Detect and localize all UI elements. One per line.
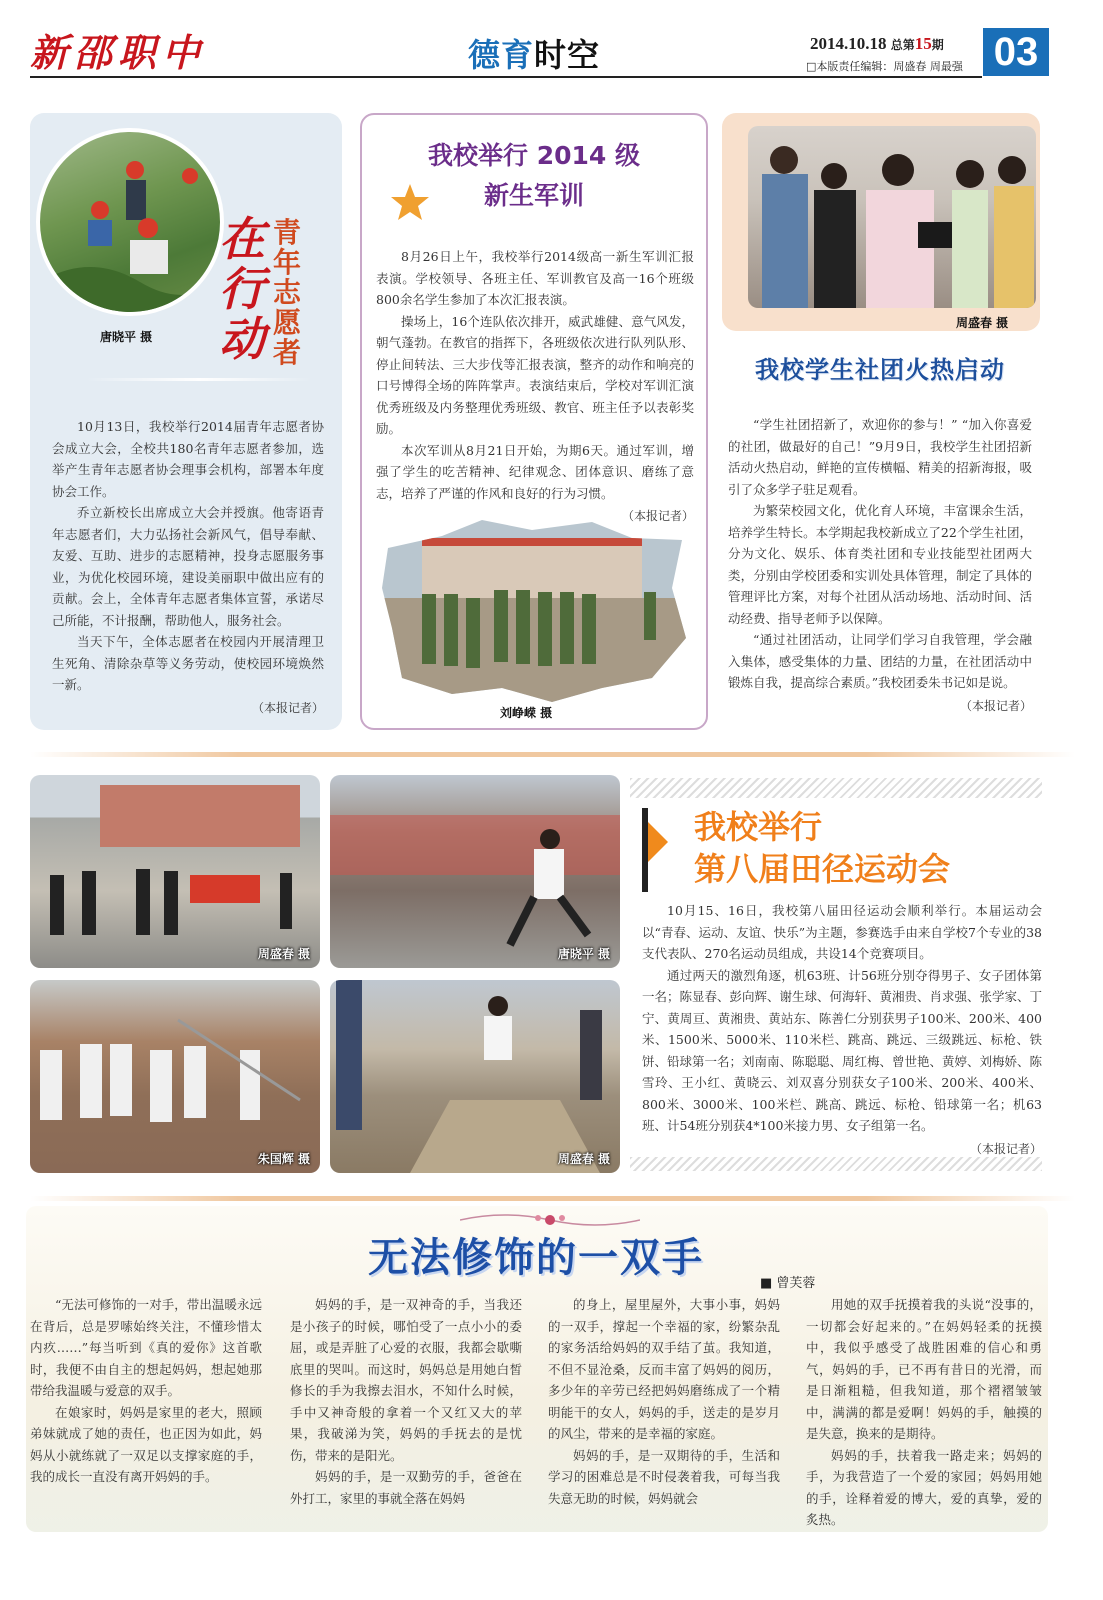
issue-suffix: 期 [931,38,944,52]
star-icon [390,182,430,226]
clubs-photo [748,126,1036,308]
editors: □本版责任编辑：周盛春 周最强 [806,60,963,73]
volunteer-headline-script: 在行动 [219,212,265,366]
sports-photo-caption: 唐晓平 摄 [557,947,610,961]
sports-photo-caption: 周盛春 摄 [557,1152,610,1166]
triangle-icon [648,822,668,866]
essay-paragraph: “无法可修饰的一对手，带出温暖永远在背后，总是罗嗦始终关注，不懂珍惜太内疚……”每当听到《真的爱你》这首歌时，我便不由自主的想起妈妈，想起她那带给我温暖与爱意的双手。 [30,1297,262,1398]
essay-author: ■ 曾芙蓉 [760,1276,816,1291]
volunteer-paragraph: 10月13日，我校举行2014届青年志愿者协会成立大会，全校共180名青年志愿者参加，选举产生青年志愿者协会理事会机构，部署本年度协会工作。 [52,419,324,499]
essay-column [548,1294,780,1526]
military-paragraph: 操场上，16个连队依次排开，威武雄健、意气风发，朝气蓬勃。在教官的指挥下，各班级依次进行队列队形、停止间转法、三大步伐等汇报表演，整齐的动作和响亮的口号博得全场的阵阵掌声。表演结束后，学校对军训汇演优秀班级及内务整理优秀班级、教官、班主任予以表彰奖励。 [376,313,694,436]
sports-hatch-top [630,778,1042,798]
essay-paragraph: 妈妈的手，是一双勤劳的手，爸爸在外打工，家里的事就全落在妈妈 [290,1469,522,1506]
military-paragraph: 8月26日上午，我校举行2014级高一新生军训汇报表演。学校领导、各班主任、军训教官及高一16个班级800余名学生参加了本次汇报表演。 [376,249,694,307]
sports-title-line1: 我校举行 [694,808,823,846]
essay-paragraph: 妈妈的手，是一双神奇的手，当我还是小孩子的时候，哪怕受了一点小小的委屈，或是弄脏了心爱的衣服，我都会歇嘶底里的哭叫。而这时，妈妈总是用她白皙修长的手为我擦去泪水，不知什么时候，手中又神奇般的拿着一个又红又大的苹果，我破涕为笑，妈妈的手抚去的是忧伤，带来的是阳光。 [290,1297,522,1463]
issue-date: 2014.10.18 [810,34,887,53]
volunteer-paragraph: 乔立新校长出席成立大会并授旗。他寄语青年志愿者们，大力弘扬社会新风气，倡导奉献、友爱、互助、进步的志愿精神，投身志愿服务事业，为优化校园环境，建设美丽职中做出应有的贡献。会上，全体青年志愿者集体宣誓，承诺尽己所能，不计报酬，帮助他人，服务社会。 [52,505,324,628]
clubs-title: 我校学生社团火热启动 [755,356,1005,384]
military-paragraph: 本次军训从8月21日开始，为期6天。通过军训，增强了学生的吃苦精神、纪律观念、团体意识、磨练了意志，培养了严谨的作风和良好的行为习惯。 [376,442,694,501]
sports-photo [30,980,320,1173]
section-title-part1: 德育 [468,36,535,74]
sports-title-line2: 第八届田径运动会 [694,850,951,888]
section-title-part2: 时空 [534,36,601,74]
sports-photo [330,980,620,1173]
essay-title: 无法修饰的一双手 [368,1235,704,1281]
sports-photo-caption: 周盛春 摄 [257,947,310,961]
volunteer-photo-caption: 唐晓平 摄 [100,330,153,344]
essay-column [30,1294,262,1526]
clubs-paragraph: 为繁荣校园文化，优化育人环境，丰富课余生活，培养学生特长。本学期起我校新成立了22个学生社团，分为文化、娱乐、体育类社团和专业技能型社团两大类，分别由学校团委和实训处具体管理，制定了具体的管理评比方案，对每个社团从活动场地、活动时间、活动经费、指导老师予以保障。 [728,503,1032,626]
essay-paragraph: 妈妈的手，是一双期待的手，生活和学习的困难总是不时侵袭着我，可每当我失意无助的时候，妈妈就会 [548,1447,780,1506]
essay-paragraph: 妈妈的手，扶着我一路走来；妈妈的手，为我营造了一个爱的家园；妈妈用她的手，诠释着爱的博大，爱的真挚，爱的炙热。 [806,1447,1042,1526]
military-reporter: （本报记者） [621,509,694,523]
military-title-line1: 我校举行 2014 级 [428,141,640,170]
sports-photo [30,775,320,968]
volunteer-reporter: （本报记者） [251,700,324,715]
volunteer-photo [36,128,224,316]
clubs-article [728,414,1032,717]
essay-paragraph: 在娘家时，妈妈是家里的老大，照顾弟妹就成了她的责任，也正因为如此，妈妈从小就练就了一双足以支撑家庭的手，我的成长一直没有离开妈妈的手。 [30,1404,262,1484]
clubs-paragraph: “通过社团活动，让同学们学习自我管理，学会融入集体，感受集体的力量、团结的力量，在社团活动中锻炼自我，提高综合素质。”我校团委朱书记如是说。 [728,632,1032,690]
clubs-reporter: （本报记者） [959,698,1032,713]
header-rule [30,76,982,78]
sports-title [694,806,950,890]
sports-paragraph: 通过两天的激烈角逐，机63班、计56班分别夺得男子、女子团体第一名；陈显春、彭向辉、谢生球、何海轩、黄湘贵、肖求强、张学家、丁宁、黄周亘、黄湘贵、黄站东、陈善仁分别获男子100米、200米、400米、1500米、5000米、110米栏、跳高、跳远、三级跳远、标枪、铁饼、铅球第一名；刘南南、陈聪聪、周红梅、曾世艳、黄婷、刘梅娇、陈雪玲、王小红、黄晓云、刘双喜分别获女子100米、200米、400米、800米、3000米、100米栏、跳高、跳远、标枪、铅球第一名；机63班、计54班分别获4*100米接力男、女子组第一名。 [642,967,1043,1133]
essay-paragraph: 的身上，屋里屋外，大事小事，妈妈的一双手，撑起一个幸福的家，纷繁杂乱的家务活给妈妈的双手结了茧。我知道，不但不显沧桑，反而丰富了妈妈的阅历，多少年的辛劳已经把妈妈磨练成了一个精明能干的女人，妈妈的手，送走的是岁月的风尘，带来的是幸福的家庭。 [548,1297,780,1441]
issue-prefix: 总第 [890,38,915,52]
page-number: 03 [983,28,1049,76]
volunteer-article [52,416,324,719]
clubs-paragraph: “学生社团招新了，欢迎你的参与！” “加入你喜爱的社团，做最好的自己！”9月9日，我校学生社团招新活动火热启动，鲜艳的宣传横幅、精美的招新海报，吸引了众多学子驻足观看。 [728,417,1032,497]
sports-photo-caption: 朱国辉 摄 [257,1152,310,1166]
military-photo-caption: 刘峥嵘 摄 [500,706,553,720]
volunteer-divider [86,378,312,381]
masthead: 新邵职中 [30,30,207,75]
clubs-photo-caption: 周盛春 摄 [956,316,1009,330]
essay-column [806,1294,1042,1526]
essay-column [290,1294,522,1526]
section-divider [30,1196,1075,1201]
volunteer-paragraph: 当天下午，全体志愿者在校园内开展清理卫生死角、清除杂草等义务劳动，使校园环境焕然一新。 [52,634,324,692]
sports-reporter: （本报记者） [969,1141,1042,1156]
sports-paragraph: 10月15、16日，我校第八届田径运动会顺利举行。本届运动会以“青春、运动、友谊、快乐”为主题，参赛选手由来自学校7个专业的38支代表队、270名运动员组成，共设14个竞赛项目。 [642,903,1042,961]
issue-number: 15 [914,34,932,53]
sports-article [642,900,1042,1160]
military-photo [382,518,688,704]
section-divider [30,752,1075,757]
section-title [468,30,600,76]
sports-photo [330,775,620,968]
military-title-line2: 新生军训 [483,181,584,210]
volunteer-headline-vertical: 青年志愿者 [272,216,301,369]
issue-info [810,34,944,54]
essay-paragraph: 用她的双手抚摸着我的头说“没事的，一切都会好起来的。”在妈妈轻柔的抚摸中，我似乎感受了战胜困难的信心和勇气，妈妈的手，已不再有昔日的光滑，而是日渐粗糙，但我知道，那个褶褶皱皱中，满满的都是爱啊！妈妈的手，触摸的是失意，换来的是期待。 [806,1297,1042,1441]
military-article [376,246,694,528]
